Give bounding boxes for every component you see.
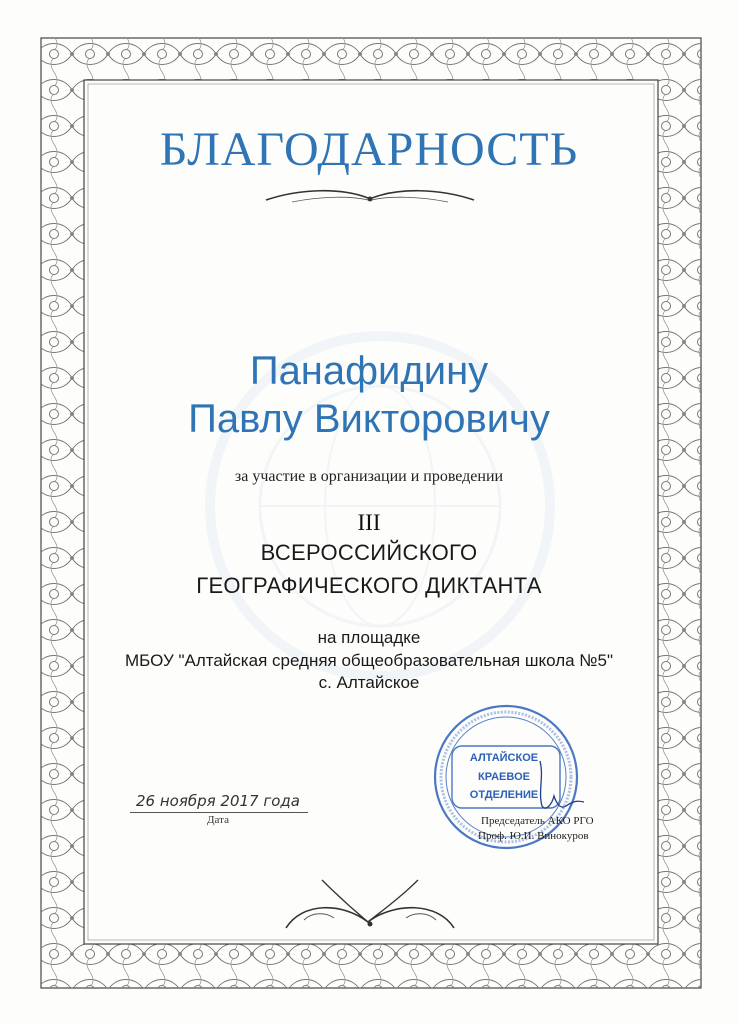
date-underline — [130, 812, 308, 813]
stamp-text-line1: АЛТАЙСКОЕ — [469, 752, 539, 764]
venue-school: МБОУ "Алтайская средняя общеобразовательная школа №5" — [124, 651, 614, 670]
recipient-surname: Панафидину — [249, 349, 489, 393]
event-number: III — [357, 510, 381, 535]
event-name-line2: ГЕОГРАФИЧЕСКОГО ДИКТАНТА — [196, 573, 542, 598]
title-flourish — [262, 186, 478, 210]
signer-title: Председатель АКО РГО — [481, 815, 594, 827]
signer-name: Проф. Ю.И. Винокуров — [478, 830, 589, 842]
certificate-title: БЛАГОДАРНОСТЬ — [159, 123, 579, 176]
venue-village: с. Алтайское — [318, 673, 420, 692]
stamp-text-line2: КРАЕВОЕ — [478, 771, 530, 783]
stamp-text-line3: ОТДЕЛЕНИЕ — [469, 789, 539, 801]
event-name-line1: ВСЕРОССИЙСКОГО — [260, 540, 478, 565]
date-caption: Дата — [207, 814, 229, 826]
bottom-flourish — [282, 872, 458, 934]
venue-intro: на площадке — [317, 628, 421, 647]
date-value: 26 ноября 2017 года — [136, 792, 300, 810]
handwritten-signature — [520, 756, 590, 816]
recipient-given-name: Павлу Викторовичу — [188, 397, 550, 441]
reason-text: за участие в организации и проведении — [234, 468, 504, 485]
